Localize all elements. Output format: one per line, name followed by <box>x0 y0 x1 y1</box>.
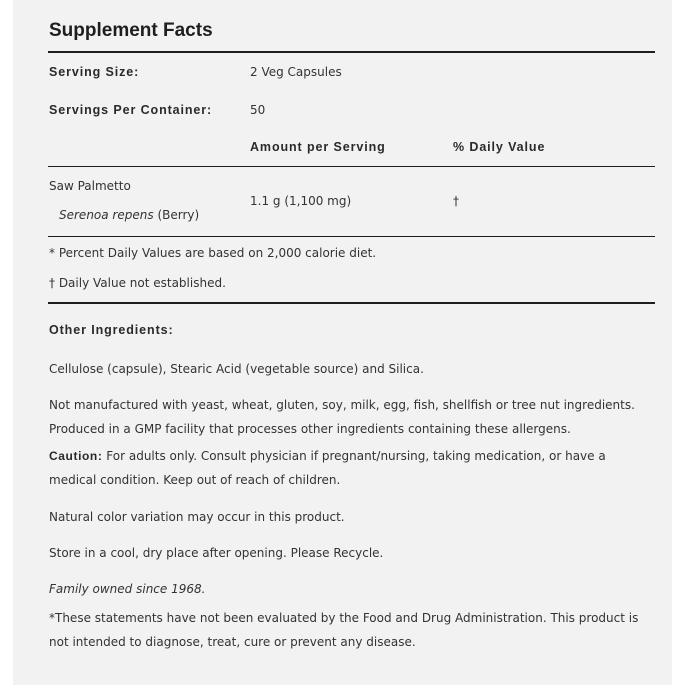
caution-text: For adults only. Consult physician if pregnant/nursing, taking medication, or have a medical condition. Keep out of reach of children. <box>49 449 606 487</box>
page-title: Supplement Facts <box>49 20 213 41</box>
daily-value-header: % Daily Value <box>453 140 546 154</box>
footnote-dv-not-established: † Daily Value not established. <box>49 276 226 290</box>
ingredient-latin-name <box>59 208 199 222</box>
family-owned-note: Family owned since 1968. <box>49 582 206 596</box>
ingredient-latin-species: Serenoa repens <box>59 208 154 222</box>
storage-note: Store in a cool, dry place after opening. Please Recycle. <box>49 546 384 560</box>
color-variation-note: Natural color variation may occur in this product. <box>49 510 345 524</box>
other-ingredients-list: Cellulose (capsule), Stearic Acid (vegetable source) and Silica. <box>49 362 424 376</box>
servings-per-container-label: Servings Per Container: <box>49 103 213 117</box>
ingredient-daily-value: † <box>453 194 459 208</box>
table-bottom-divider <box>48 236 655 237</box>
servings-per-container-value: 50 <box>250 103 266 117</box>
footnote-percent-dv: * Percent Daily Values are based on 2,000 calorie diet. <box>49 246 377 260</box>
serving-size-label: Serving Size: <box>49 65 140 79</box>
ingredient-part: (Berry) <box>157 208 200 222</box>
caution-label: Caution: <box>49 449 103 463</box>
allergen-note: Not manufactured with yeast, wheat, gluten, soy, milk, egg, fish, shellfish or tree nut ingredients. Produced in a GMP facility that processes other ingredients containing these allergens. <box>49 398 635 436</box>
ingredient-amount: 1.1 g (1,100 mg) <box>250 194 352 208</box>
caution-statement <box>49 444 653 492</box>
title-divider <box>48 51 655 53</box>
footnote-divider <box>48 302 655 304</box>
other-ingredients-heading: Other Ingredients: <box>49 323 174 337</box>
ingredient-name: Saw Palmetto <box>49 179 131 193</box>
fda-disclaimer: *These statements have not been evaluated by the Food and Drug Administration. This product is not intended to diagnose, treat, cure or prevent any disease. <box>49 611 639 649</box>
serving-size-value: 2 Veg Capsules <box>250 65 342 79</box>
amount-per-serving-header: Amount per Serving <box>250 140 386 154</box>
table-header-divider <box>48 166 655 167</box>
